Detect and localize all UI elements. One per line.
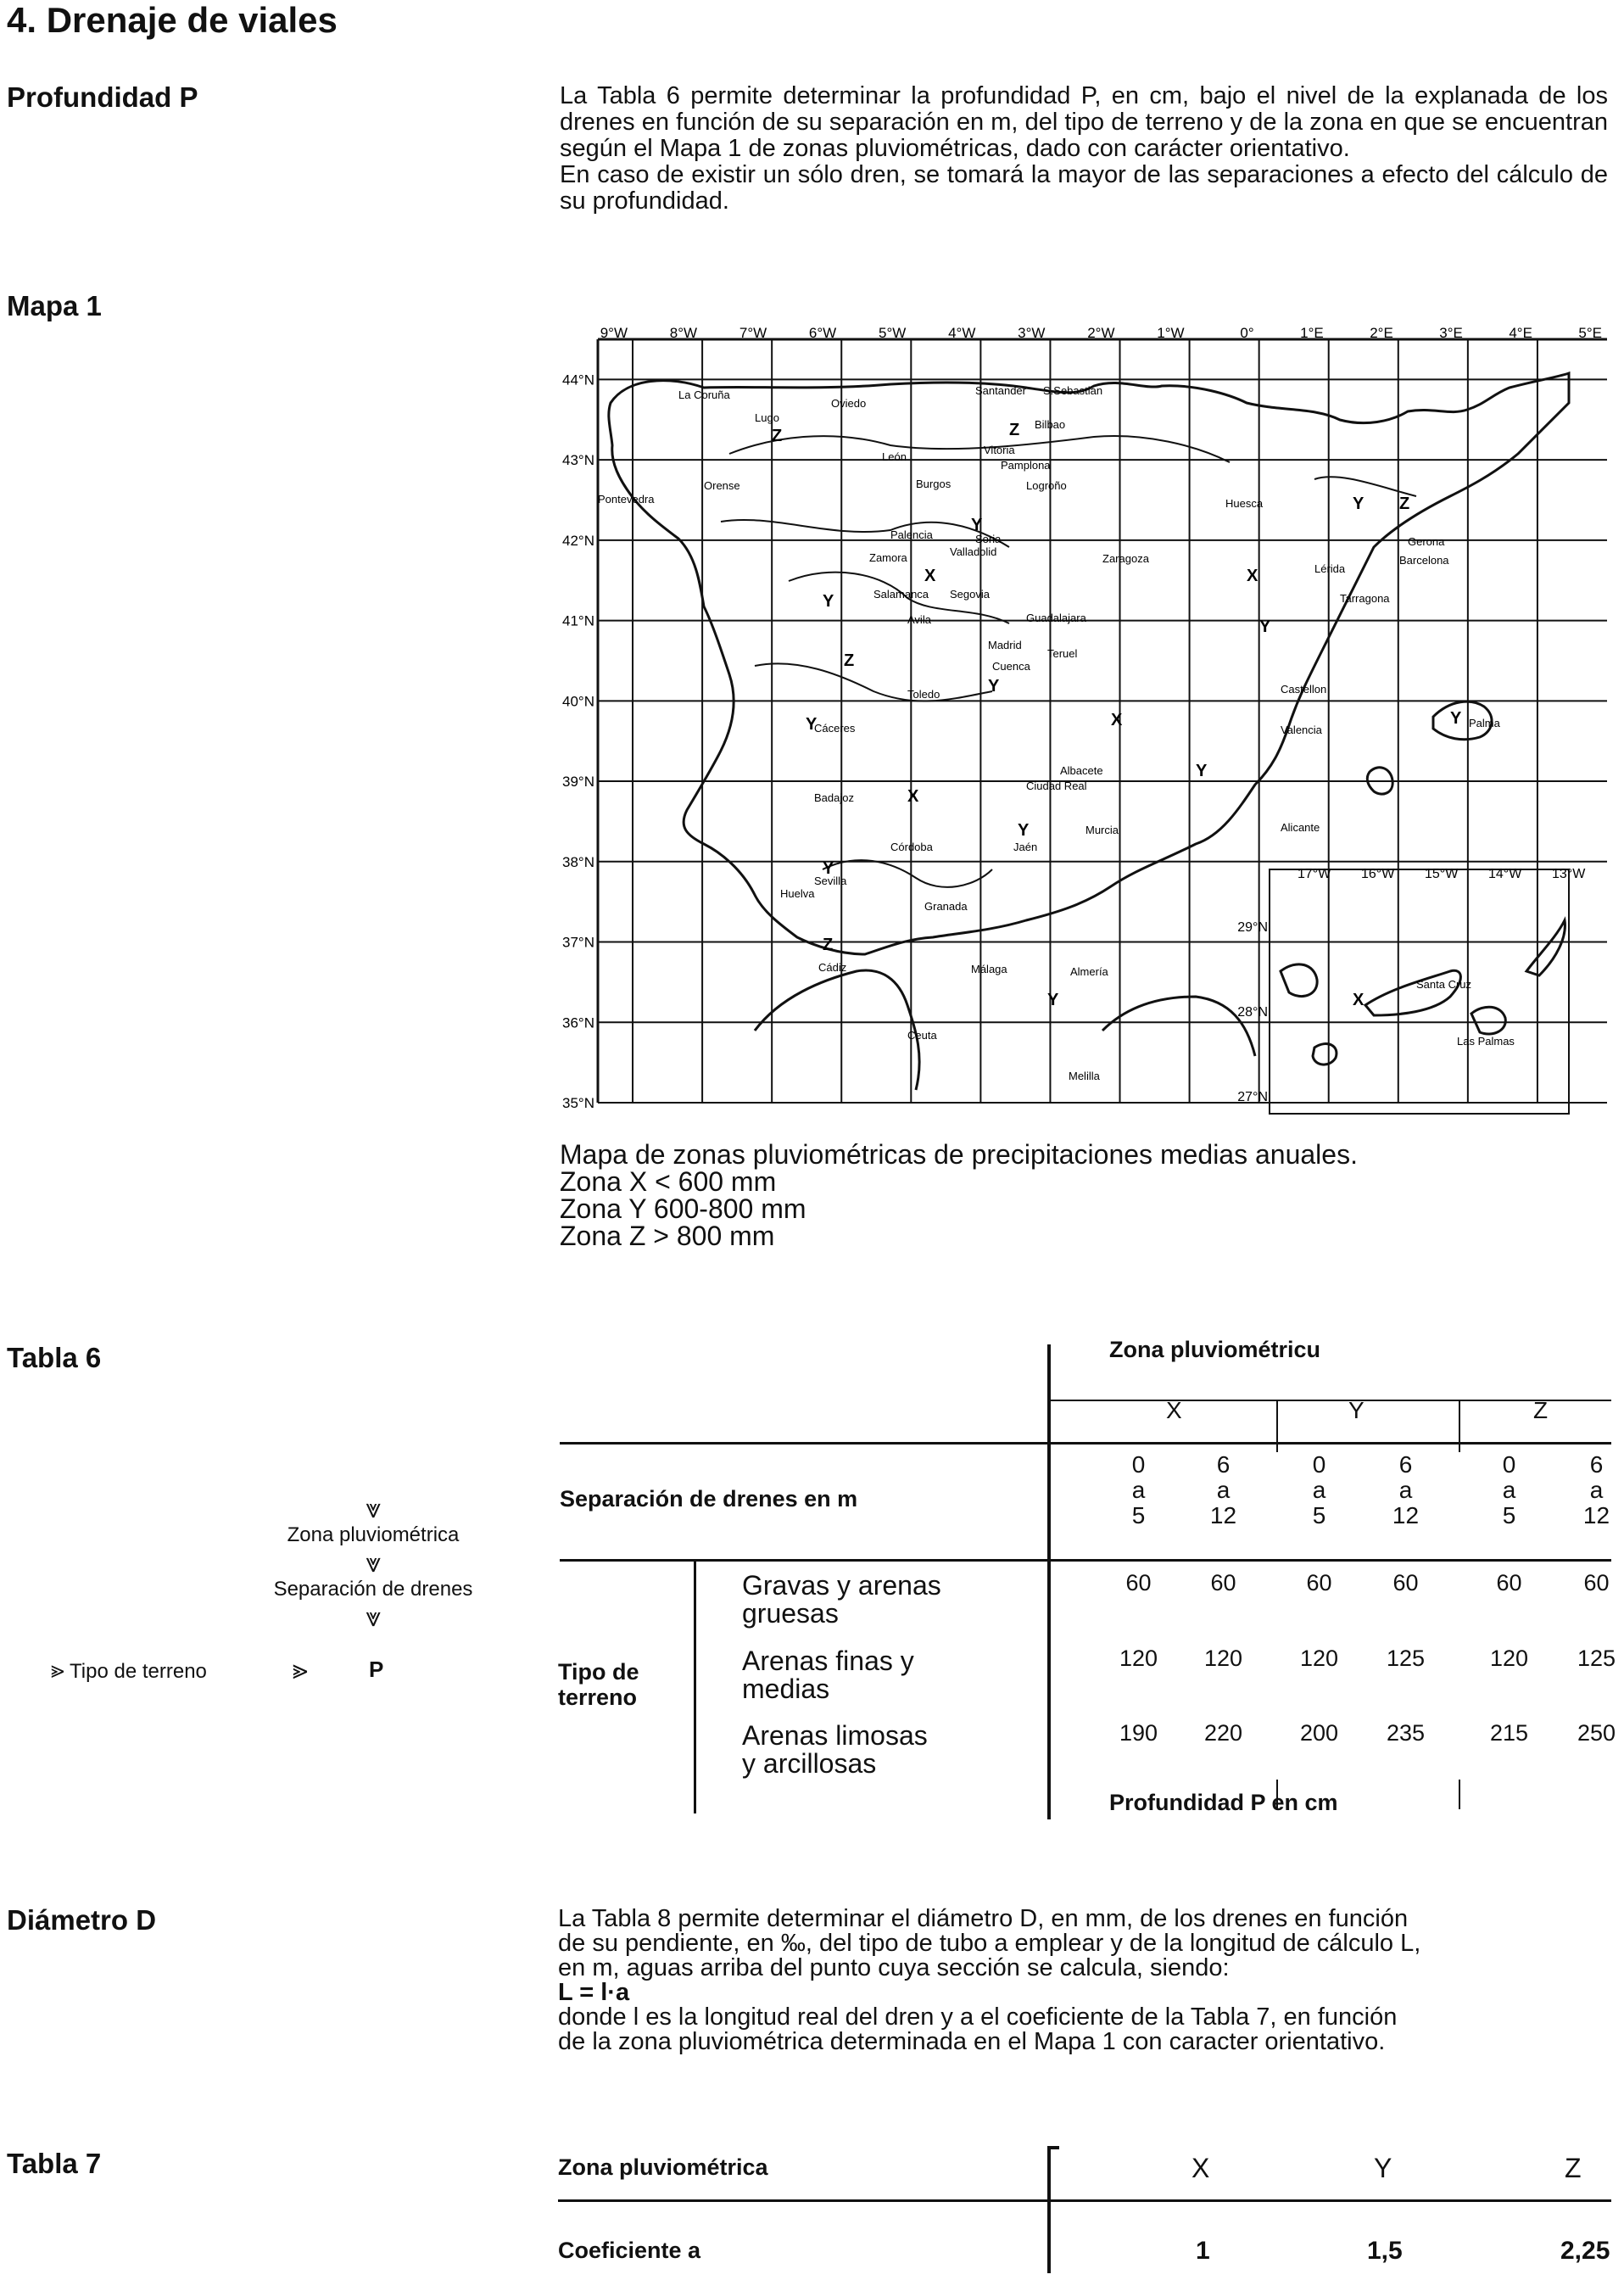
tabla6-zone-z: Z xyxy=(1533,1397,1549,1423)
canary-lat-label: 27°N xyxy=(1237,1090,1268,1104)
zone-y-legend: Zona Y 600-800 mm xyxy=(560,1193,806,1224)
diametro-line-2: de su pendiente, en ‰, del tipo de tubo a emplear y de la longitud de cálculo L, xyxy=(558,1930,1421,1957)
profundidad-paragraph-1: La Tabla 6 permite determinar la profundidad P, en cm, bajo el nivel de la explanada de los drenes en función de su separación en m, del tipo de terreno y de la zona en que se encuentran según el Mapa 1 de zonas pluviométricas, dado con carácter orientativo. xyxy=(560,82,1608,162)
terrain-type-label xyxy=(742,1722,928,1778)
city-label: Palma xyxy=(1469,717,1500,729)
tabla6-vline-tipo xyxy=(694,1559,696,1813)
zone-letter-x: X xyxy=(907,787,919,806)
lat-label: 41°N xyxy=(562,612,594,629)
city-label: Pamplona xyxy=(1001,459,1051,472)
tabla6-zone-x: X xyxy=(1166,1397,1182,1423)
separation-range xyxy=(1304,1452,1334,1528)
canary-lat-label: 29°N xyxy=(1237,920,1268,935)
separation-range-part: 5 xyxy=(1502,1502,1516,1528)
depth-value-cell: 200 xyxy=(1299,1720,1339,1746)
lon-label: 3°E xyxy=(1439,325,1463,341)
terrain-type-label xyxy=(742,1572,941,1628)
rainfall-zone-map xyxy=(551,327,1611,1115)
separation-range-part: 5 xyxy=(1312,1502,1326,1528)
tabla7-zone-z: Z xyxy=(1565,2153,1582,2183)
lat-label: 37°N xyxy=(562,934,594,951)
city-label: León xyxy=(882,450,907,463)
zone-z-legend: Zona Z > 800 mm xyxy=(560,1221,775,1251)
lon-label: 2°E xyxy=(1370,325,1393,341)
city-label: Málaga xyxy=(971,963,1007,975)
terrain-type-line: gruesas xyxy=(742,1598,839,1629)
canary-lon-label: 17°W xyxy=(1298,867,1331,881)
tabla6-zona-header: Zona pluviométricu xyxy=(1109,1337,1321,1362)
terrain-type-label xyxy=(742,1647,914,1703)
lon-label: 7°W xyxy=(739,325,767,341)
lat-label: 36°N xyxy=(562,1014,594,1031)
separation-range-part: a xyxy=(1216,1477,1231,1503)
city-label: Zamora xyxy=(869,551,907,564)
city-label: Ciudad Real xyxy=(1026,780,1087,792)
zone-letter-z: Z xyxy=(1399,495,1410,513)
tabla6-separacion-label: Separación de drenes en m xyxy=(560,1486,858,1512)
city-label: Guadalajara xyxy=(1026,612,1086,624)
tabla6-flow-diagram xyxy=(237,1493,509,1632)
tabla6-vline-main xyxy=(1047,1344,1051,1819)
separation-range-part: a xyxy=(1131,1477,1146,1503)
lon-label: 4°W xyxy=(948,325,976,341)
tabla6-hline-top xyxy=(560,1442,1611,1445)
city-label: Las Palmas xyxy=(1457,1035,1515,1048)
depth-value-cell: 250 xyxy=(1577,1720,1616,1746)
tabla7-coef-z: 2,25 xyxy=(1560,2237,1610,2265)
city-label: Vitoria xyxy=(984,444,1015,456)
tabla6-tipo-label-line2: terreno xyxy=(558,1685,638,1710)
city-label: Albacete xyxy=(1060,764,1103,777)
city-label: Valencia xyxy=(1281,724,1322,736)
tabla6-footer: Profundidad P en cm xyxy=(1109,1790,1338,1815)
depth-value-cell: 120 xyxy=(1299,1646,1339,1671)
terrain-type-line: Arenas limosas xyxy=(742,1720,928,1751)
separation-range xyxy=(1208,1452,1238,1528)
separation-range-part: 6 xyxy=(1589,1451,1604,1478)
city-label: Teruel xyxy=(1047,647,1078,660)
city-label: Oviedo xyxy=(831,397,867,410)
flow-separacion: Separación de drenes xyxy=(273,1578,473,1601)
flow-arrow-3: ⩔ xyxy=(365,1601,382,1632)
city-label: Huesca xyxy=(1225,497,1264,510)
city-label: Toledo xyxy=(907,688,940,701)
zone-letter-y: Y xyxy=(823,859,834,878)
tabla6-zone-y: Y xyxy=(1348,1397,1364,1423)
city-label: Huelva xyxy=(780,887,815,900)
diametro-line-6: de la zona pluviométrica determinada en el Mapa 1 con caracter orientativo. xyxy=(558,2028,1386,2055)
city-label: Murcia xyxy=(1085,824,1119,836)
city-label: Valladolid xyxy=(950,545,997,558)
tabla7-hline xyxy=(558,2199,1611,2202)
section-label-tabla6: Tabla 6 xyxy=(7,1342,102,1373)
lat-label: 39°N xyxy=(562,774,594,791)
tabla6-vline-yz xyxy=(1459,1401,1460,1452)
lon-label: 6°W xyxy=(808,325,837,341)
city-label: Salamanca xyxy=(873,588,929,601)
separation-range-part: 0 xyxy=(1502,1451,1516,1478)
depth-value-cell: 125 xyxy=(1577,1646,1616,1671)
zone-letter-y: Y xyxy=(971,516,983,534)
separation-range xyxy=(1494,1452,1524,1528)
zone-letter-y: Y xyxy=(1018,821,1030,840)
lon-label: 9°W xyxy=(600,325,628,341)
zone-letter-z: Z xyxy=(823,936,834,954)
depth-value-cell: 60 xyxy=(1496,1570,1522,1595)
flow-tipo: Tipo de terreno xyxy=(70,1660,207,1683)
flow-zona: Zona pluviométrica xyxy=(287,1523,460,1546)
depth-value-cell: 235 xyxy=(1386,1720,1426,1746)
section-label-tabla7: Tabla 7 xyxy=(7,2148,102,2179)
city-label: Badajoz xyxy=(814,791,854,804)
terrain-type-line: Arenas finas y xyxy=(742,1646,914,1676)
depth-value-cell: 190 xyxy=(1119,1720,1158,1746)
flow-arrow-1: ⩔ xyxy=(365,1493,382,1523)
city-label: La Coruña xyxy=(678,388,730,401)
depth-value-cell: 60 xyxy=(1125,1570,1152,1595)
depth-value-cell: 215 xyxy=(1489,1720,1529,1746)
depth-value-cell: 60 xyxy=(1392,1570,1419,1595)
flow-arrow-2: ⩔ xyxy=(365,1547,382,1578)
city-label: Bilbao xyxy=(1035,418,1066,431)
map-labels xyxy=(562,325,1602,1111)
separation-range-part: a xyxy=(1589,1477,1604,1503)
separation-range-part: 12 xyxy=(1209,1502,1237,1528)
separation-range-part: 6 xyxy=(1398,1451,1413,1478)
separation-range-part: 12 xyxy=(1392,1502,1420,1528)
depth-value-cell: 220 xyxy=(1203,1720,1243,1746)
city-label: Ceuta xyxy=(907,1029,937,1042)
city-label: Castellon xyxy=(1281,683,1327,696)
canary-lon-label: 15°W xyxy=(1425,867,1459,881)
tabla6-hline-zones xyxy=(1050,1400,1611,1401)
zone-letter-x: X xyxy=(1247,567,1258,585)
city-label: Avila xyxy=(907,613,931,626)
city-label: Pontevedra xyxy=(598,493,655,506)
tabla6-hline-mid xyxy=(560,1559,1611,1562)
section-label-mapa: Mapa 1 xyxy=(7,290,102,321)
city-label: Melilla xyxy=(1069,1070,1100,1082)
lon-label: 4°E xyxy=(1509,325,1532,341)
lon-label: 8°W xyxy=(669,325,698,341)
diametro-text xyxy=(558,1907,1610,2054)
flow-p: P xyxy=(369,1657,384,1682)
city-label: Santa Cruz xyxy=(1416,978,1472,991)
depth-value-cell: 125 xyxy=(1386,1646,1426,1671)
zone-letter-z: Z xyxy=(772,427,783,445)
zone-letter-x: X xyxy=(924,567,936,585)
zone-letter-y: Y xyxy=(823,592,834,611)
diametro-line-1: La Tabla 8 permite determinar el diámetro D, en mm, de los drenes en función xyxy=(558,1905,1409,1932)
separation-range-part: 12 xyxy=(1582,1502,1610,1528)
diametro-formula: L = l·a xyxy=(558,1979,630,2006)
section-label-diametro: Diámetro D xyxy=(7,1904,157,1936)
zone-letter-y: Y xyxy=(1047,991,1059,1009)
lat-label: 43°N xyxy=(562,452,594,469)
canary-islands-inset xyxy=(1270,869,1569,1114)
city-label: Tarragona xyxy=(1340,592,1390,605)
zone-letter-y: Y xyxy=(806,715,818,734)
city-label: Sevilla xyxy=(814,875,847,887)
zone-letter-z: Z xyxy=(1009,421,1020,439)
lat-label: 44°N xyxy=(562,372,594,388)
tabla6-vline-xy xyxy=(1276,1401,1278,1452)
lon-label: 5°E xyxy=(1578,325,1602,341)
terrain-type-line: medias xyxy=(742,1674,830,1704)
separation-range-part: a xyxy=(1312,1477,1326,1503)
lon-label: 2°W xyxy=(1087,325,1115,341)
lon-label: 3°W xyxy=(1018,325,1046,341)
flow-tipo-row xyxy=(51,1657,207,1685)
city-label: Burgos xyxy=(916,478,952,490)
city-label: Cuenca xyxy=(992,660,1030,673)
depth-value-cell: 120 xyxy=(1489,1646,1529,1671)
lon-label: 0° xyxy=(1240,325,1254,341)
separation-range-part: 5 xyxy=(1131,1502,1146,1528)
zone-letter-y: Y xyxy=(1353,495,1364,513)
canary-lon-label: 16°W xyxy=(1361,867,1395,881)
separation-range-part: a xyxy=(1502,1477,1516,1503)
tabla7-coef-y: 1,5 xyxy=(1367,2237,1403,2265)
city-label: Santander xyxy=(975,384,1026,397)
city-label: Zaragoza xyxy=(1102,552,1149,565)
zone-letter-z: Z xyxy=(844,651,855,670)
zone-letter-y: Y xyxy=(1259,618,1271,636)
city-label: Cáceres xyxy=(814,722,856,735)
terrain-type-line: y arcillosas xyxy=(742,1748,877,1779)
flow-arrow-p-icon: ⪢ xyxy=(293,1654,309,1685)
zone-letter-y: Y xyxy=(988,677,1000,696)
depth-value-cell: 60 xyxy=(1583,1570,1610,1595)
tabla7-zone-x: X xyxy=(1191,2153,1210,2183)
page-heading: 4. Drenaje de viales xyxy=(7,0,338,40)
separation-range xyxy=(1391,1452,1420,1528)
canary-lon-label: 14°W xyxy=(1488,867,1522,881)
tabla7-vline xyxy=(1047,2146,1051,2273)
lon-label: 5°W xyxy=(878,325,907,341)
separation-range-part: a xyxy=(1398,1477,1413,1503)
city-label: Almería xyxy=(1070,965,1108,978)
zone-boundaries xyxy=(721,436,1416,887)
city-label: Palencia xyxy=(890,528,933,541)
tabla7-coef-x: 1 xyxy=(1196,2237,1210,2265)
zone-x-legend: Zona X < 600 mm xyxy=(560,1166,777,1197)
lon-label: 1°W xyxy=(1157,325,1185,341)
canary-lat-label: 28°N xyxy=(1237,1005,1268,1020)
lat-label: 35°N xyxy=(562,1095,594,1111)
city-label: Córdoba xyxy=(890,841,933,853)
tabla7-zona-label: Zona pluviométrica xyxy=(558,2154,768,2180)
separation-range-part: 0 xyxy=(1312,1451,1326,1478)
lat-label: 38°N xyxy=(562,853,594,870)
map-caption xyxy=(560,1141,1358,1249)
city-label: Segovia xyxy=(950,588,990,601)
profundidad-text xyxy=(560,83,1608,215)
zone-letter-y: Y xyxy=(1450,709,1462,728)
tabla7-coef-label: Coeficiente a xyxy=(558,2238,701,2263)
tabla7-vline-cap xyxy=(1047,2146,1059,2149)
city-label: Cádiz xyxy=(818,961,847,974)
city-label: S.Sebastian xyxy=(1043,384,1103,397)
lat-label: 40°N xyxy=(562,693,594,710)
separation-range-part: 0 xyxy=(1131,1451,1146,1478)
zone-letter-x: X xyxy=(1111,711,1123,729)
city-label: Jaén xyxy=(1013,841,1038,853)
city-label: Madrid xyxy=(988,639,1022,651)
tabla6-tipo-label xyxy=(558,1659,639,1710)
city-label: Gerona xyxy=(1408,535,1445,548)
canary-lon-label: 13°W xyxy=(1552,867,1586,881)
separation-range xyxy=(1582,1452,1611,1528)
flow-arrow-tipo-icon: ⪢ xyxy=(51,1657,64,1683)
city-label: Lugo xyxy=(755,411,779,424)
city-label: Barcelona xyxy=(1399,554,1449,567)
tabla6-tipo-label-line1: Tipo de xyxy=(558,1659,639,1685)
diametro-line-5: donde l es la longitud real del dren y a el coeficiente de la Tabla 7, en función xyxy=(558,2003,1398,2031)
city-label: Lérida xyxy=(1314,562,1346,575)
depth-value-cell: 60 xyxy=(1210,1570,1236,1595)
city-label: Soria xyxy=(975,533,1002,545)
diametro-line-3: en m, aguas arriba del punto cuya sección se calcula, siendo: xyxy=(558,1954,1230,1981)
city-label: Logroño xyxy=(1026,479,1067,492)
city-label: Orense xyxy=(704,479,740,492)
zone-letter-y: Y xyxy=(1196,762,1208,780)
zone-letter-x: X xyxy=(1353,991,1364,1009)
profundidad-paragraph-2: En caso de existir un sólo dren, se tomará la mayor de las separaciones a efecto del cálculo de su profundidad. xyxy=(560,161,1608,215)
city-label: Alicante xyxy=(1281,821,1320,834)
tabla7-zone-y: Y xyxy=(1374,2153,1392,2183)
depth-value-cell: 60 xyxy=(1306,1570,1332,1595)
city-label: Granada xyxy=(924,900,968,913)
section-label-profundidad: Profundidad P xyxy=(7,81,198,113)
tabla6-tick-z xyxy=(1459,1780,1460,1809)
lon-label: 1°E xyxy=(1300,325,1324,341)
separation-range-part: 6 xyxy=(1216,1451,1231,1478)
lat-label: 42°N xyxy=(562,532,594,549)
terrain-type-line: Gravas y arenas xyxy=(742,1570,941,1601)
map-caption-title: Mapa de zonas pluviométricas de precipitaciones medias anuales. xyxy=(560,1139,1358,1170)
depth-value-cell: 120 xyxy=(1119,1646,1158,1671)
separation-range xyxy=(1124,1452,1153,1528)
depth-value-cell: 120 xyxy=(1203,1646,1243,1671)
